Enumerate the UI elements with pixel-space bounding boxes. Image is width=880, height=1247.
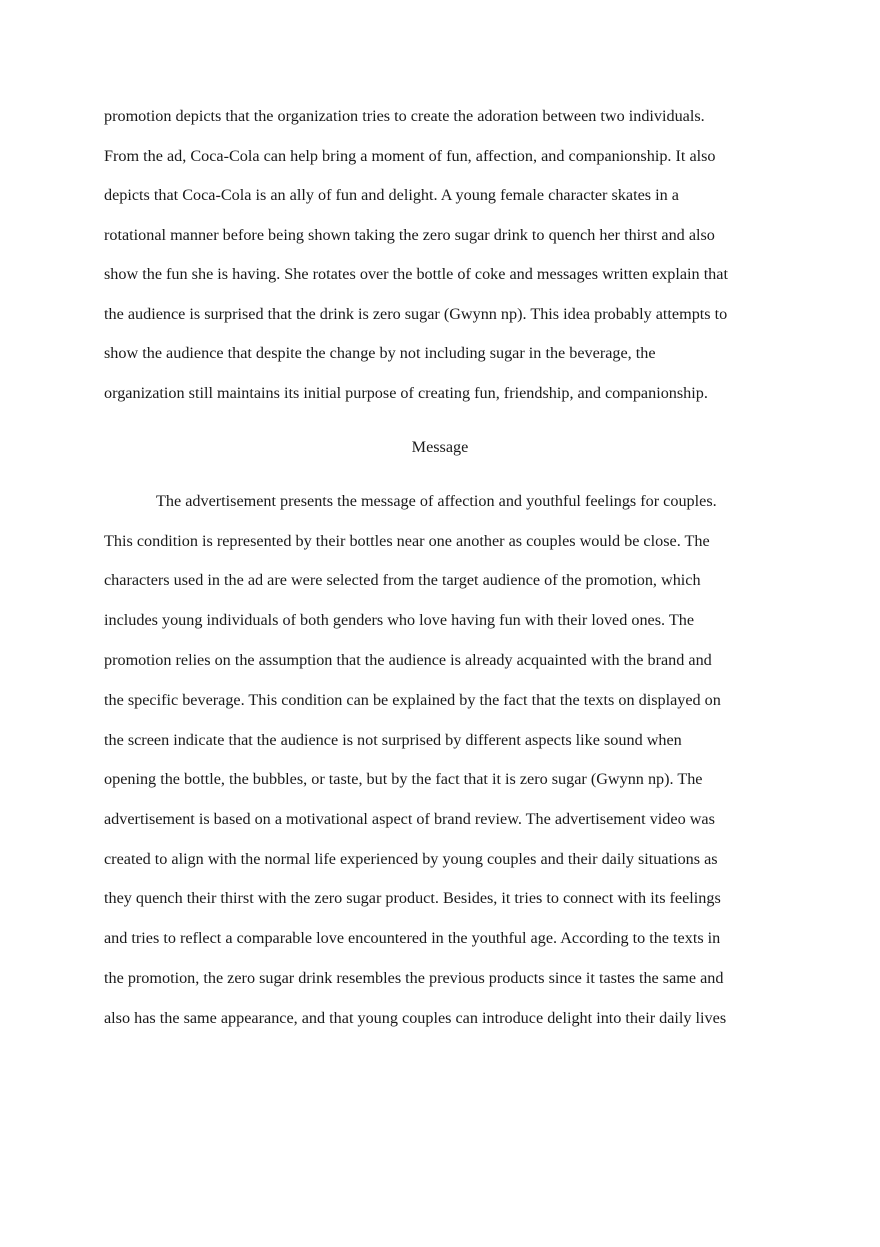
text-line: depicts that Coca-Cola is an ally of fun and delight. A young female character skates in a [104,186,679,204]
text-line: show the audience that despite the change by not including sugar in the beverage, the [104,344,656,362]
text-line: opening the bottle, the bubbles, or taste, but by the fact that it is zero sugar (Gwynn np). The [104,770,703,788]
text-line: also has the same appearance, and that young couples can introduce delight into their daily lives [104,1009,727,1027]
text-line: organization still maintains its initial purpose of creating fun, friendship, and companionship. [104,384,708,402]
text-line: promotion relies on the assumption that the audience is already acquainted with the brand and [104,651,712,669]
text-line: advertisement is based on a motivational aspect of brand review. The advertisement video was [104,810,715,828]
text-line: they quench their thirst with the zero sugar product. Besides, it tries to connect with its feelings [104,889,721,907]
text-line: show the fun she is having. She rotates over the bottle of coke and messages written explain that [104,265,728,283]
text-line: This condition is represented by their bottles near one another as couples would be close. The [104,532,710,550]
text-line: promotion depicts that the organization tries to create the adoration between two individuals. [104,107,705,125]
text-line: and tries to reflect a comparable love encountered in the youthful age. According to the texts in [104,929,721,947]
text-line: rotational manner before being shown taking the zero sugar drink to quench her thirst and also [104,226,715,244]
text-line: the promotion, the zero sugar drink resembles the previous products since it tastes the same and [104,969,724,987]
text-line: the specific beverage. This condition can be explained by the fact that the texts on displayed on [104,691,721,709]
text-line: The advertisement presents the message of affection and youthful feelings for couples. [156,492,717,510]
text-line: includes young individuals of both genders who love having fun with their loved ones. The [104,611,694,629]
text-line: created to align with the normal life experienced by young couples and their daily situations as [104,850,718,868]
text-line: the audience is surprised that the drink is zero sugar (Gwynn np). This idea probably attempts to [104,305,728,323]
section-heading: Message [411,438,469,456]
text-line: the screen indicate that the audience is not surprised by different aspects like sound when [104,731,682,749]
text-line: characters used in the ad are were selected from the target audience of the promotion, which [104,571,701,589]
text-line: From the ad, Coca-Cola can help bring a moment of fun, affection, and companionship. It also [104,147,716,165]
